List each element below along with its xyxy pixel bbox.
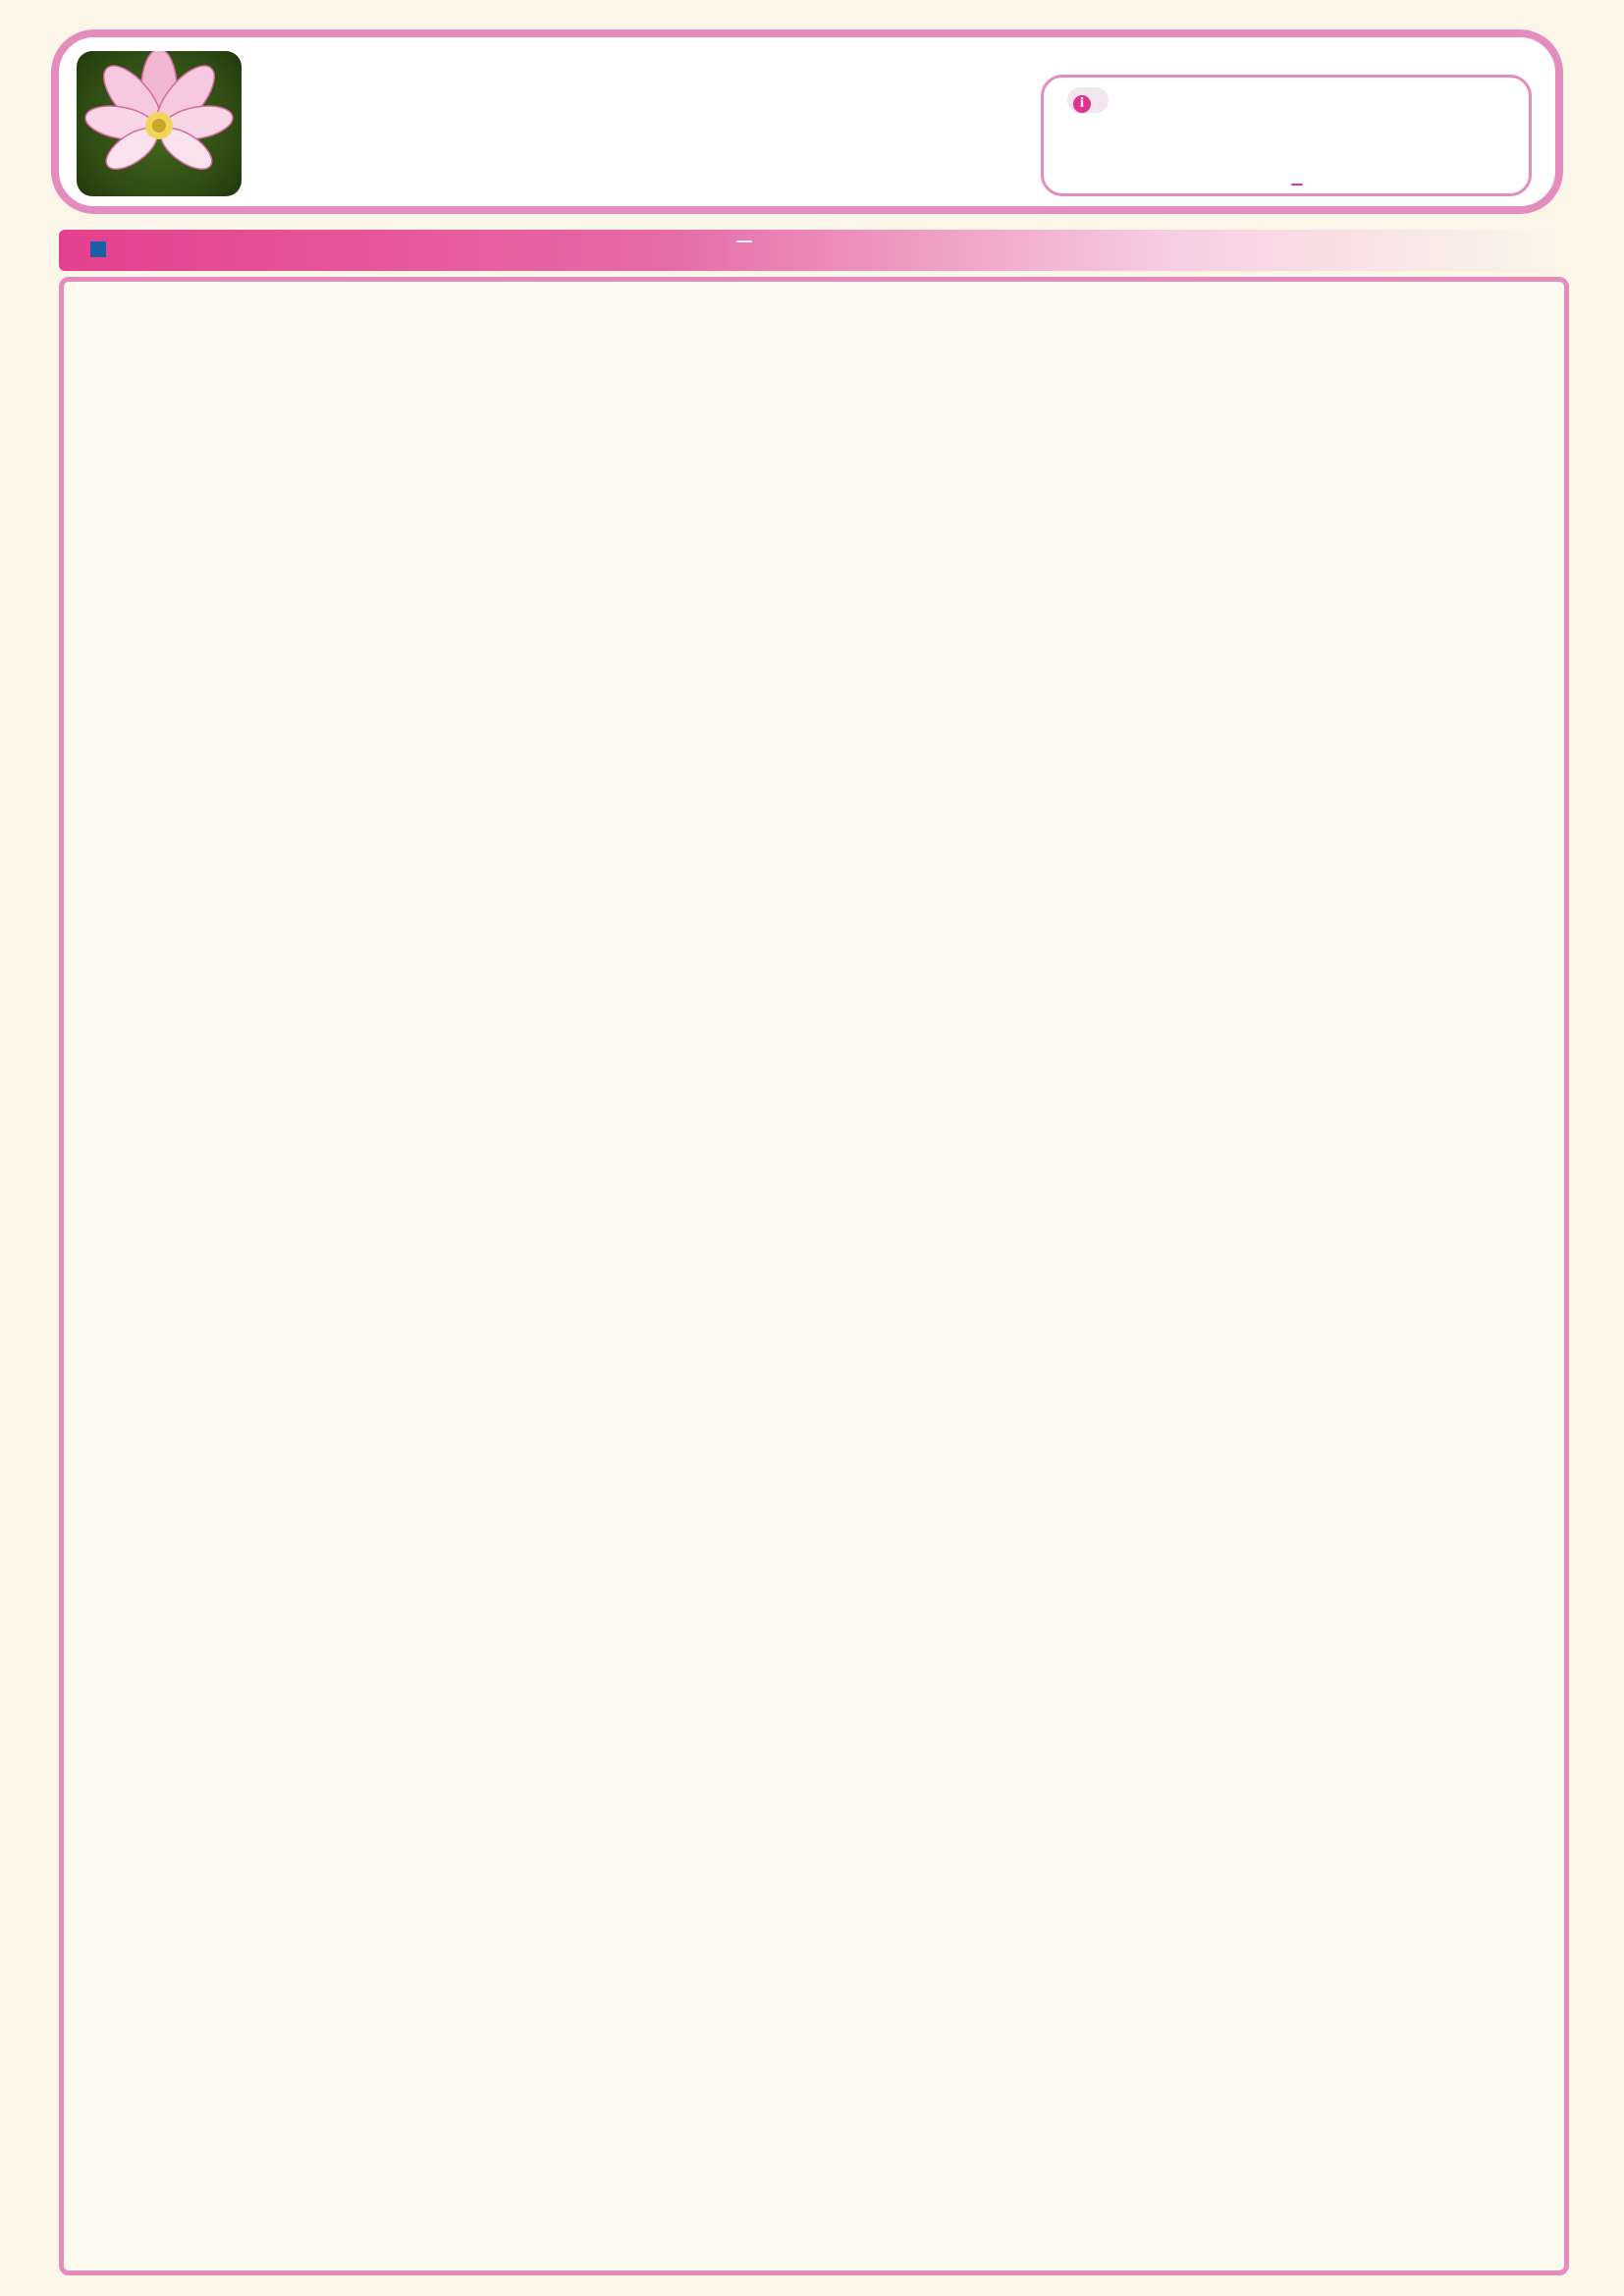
- info-icon: i: [1073, 95, 1091, 113]
- square-bullet-icon: [90, 241, 106, 257]
- tel-badge: [1291, 184, 1303, 186]
- call-center-phone: [1291, 168, 1309, 195]
- consultation-table: [59, 277, 1569, 2275]
- lotus-flower-photo: [77, 51, 242, 196]
- page-header: [51, 29, 1563, 214]
- as-of-date: [736, 240, 752, 242]
- section-title-bar: [59, 230, 1561, 271]
- call-center-box: [1041, 75, 1532, 196]
- call-center-note: [1067, 87, 1109, 113]
- lotus-flower-icon: [77, 51, 242, 196]
